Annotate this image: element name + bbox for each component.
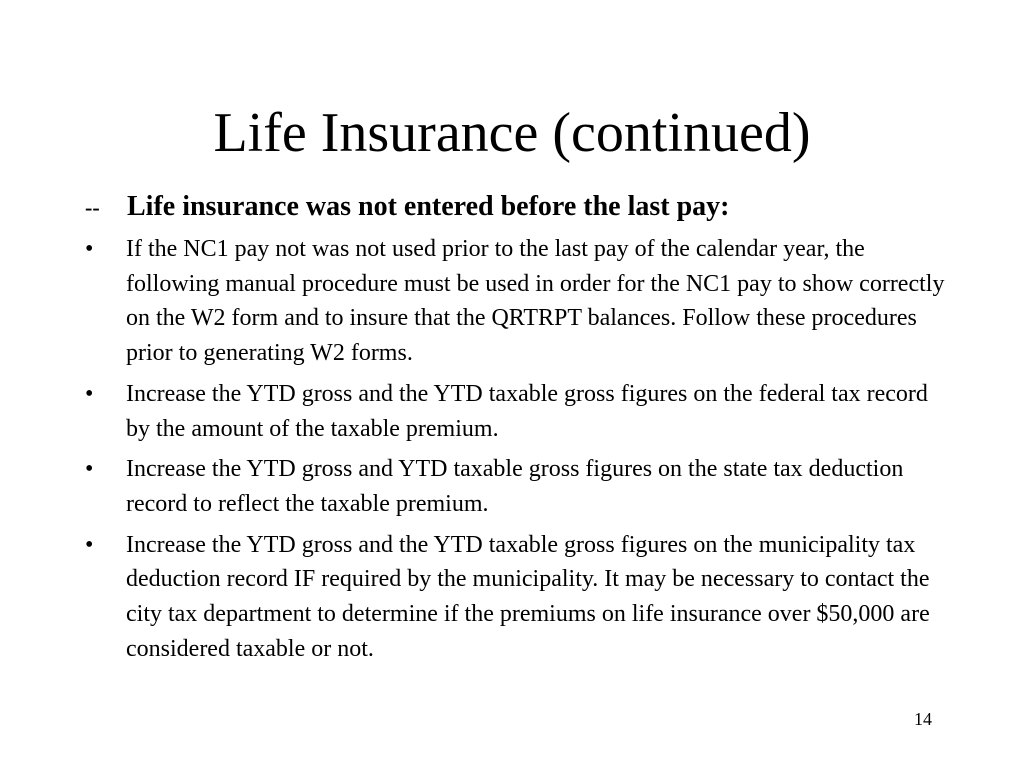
bullet-marker: • <box>85 456 94 483</box>
bullet-item <box>85 528 945 667</box>
subheading <box>85 189 965 226</box>
page-number: 14 <box>914 709 932 729</box>
bullet-text: Increase the YTD gross and the YTD taxable gross figures on the federal tax record by the amount of the taxable premium. <box>126 380 928 442</box>
bullet-item <box>85 232 945 371</box>
bullet-marker: • <box>85 531 94 558</box>
bullet-text: If the NC1 pay not was not used prior to the last pay of the calendar year, the following manual procedure must be used in order for the NC1 pay to show correctly on the W2 form and to insure that the QRTRPT balances. Follow these procedures prior to generating W2 forms. <box>126 236 945 367</box>
bullet-marker: • <box>85 380 94 407</box>
bullet-text: Increase the YTD gross and YTD taxable gross figures on the state tax deduction record to reflect the taxable premium. <box>126 456 904 517</box>
subheading-marker: -- <box>85 195 100 220</box>
bullet-list <box>85 232 945 672</box>
subheading-text: Life insurance was not entered before the last pay: <box>127 191 730 222</box>
bullet-text: Increase the YTD gross and the YTD taxable gross figures on the municipality tax deduction record IF required by the municipality. It may be necessary to contact the city tax department to determine if the premiums on life insurance over $50,000 are considered taxable or not. <box>126 531 930 662</box>
bullet-item <box>85 452 945 521</box>
slide-title: Life Insurance (continued) <box>213 102 811 164</box>
bullet-marker: • <box>85 236 94 262</box>
bullet-item <box>85 377 945 446</box>
